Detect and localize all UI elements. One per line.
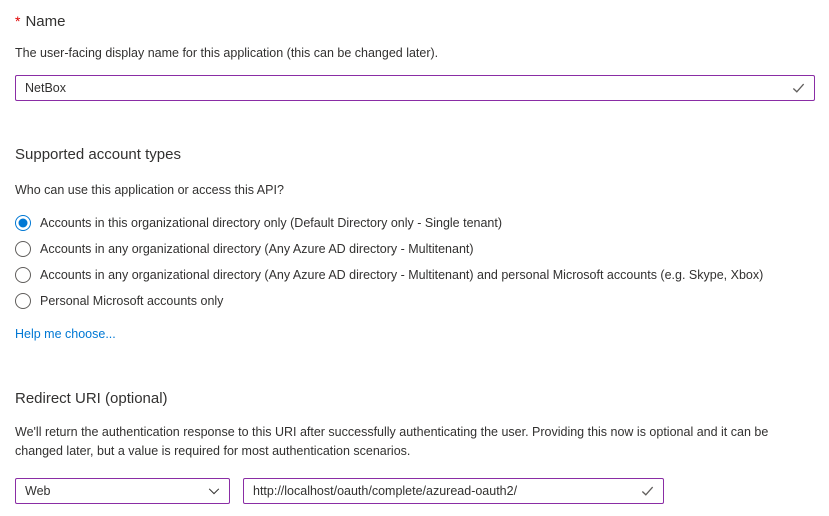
check-icon (640, 484, 655, 499)
required-asterisk: * (15, 13, 21, 29)
radio-button-icon[interactable] (15, 267, 31, 283)
radio-option-single-tenant[interactable] (15, 210, 815, 236)
chevron-down-icon (207, 484, 221, 498)
platform-select-value: Web (25, 484, 51, 498)
redirect-uri-description: We'll return the authentication response to this URI after successfully authenticating the user. Providing this now is optional and it can be changed later, but a value is required for most authentication scenarios. (15, 425, 769, 458)
name-section-label (15, 11, 815, 32)
redirect-uri-row (15, 478, 815, 504)
radio-option-label: Accounts in this organizational directory only (Default Directory only - Single tenant) (40, 216, 503, 230)
name-label: Name (25, 13, 66, 30)
name-input[interactable] (16, 76, 814, 100)
radio-button-icon[interactable] (15, 215, 31, 231)
redirect-uri-heading: Redirect URI (optional) (15, 390, 168, 407)
supported-account-types-heading: Supported account types (15, 146, 181, 163)
platform-select-dropdown[interactable] (15, 478, 230, 504)
account-types-question: Who can use this application or access this API? (15, 183, 284, 197)
radio-option-label: Accounts in any organizational directory (Any Azure AD directory - Multitenant) (40, 242, 474, 256)
name-input-container (15, 75, 815, 101)
help-me-choose-link[interactable]: Help me choose... (15, 327, 116, 341)
name-description: The user-facing display name for this application (this can be changed later). (15, 46, 439, 60)
radio-option-label: Personal Microsoft accounts only (40, 294, 224, 308)
radio-option-label: Accounts in any organizational directory (Any Azure AD directory - Multitenant) and personal Microsoft accounts (e.g. Skype, Xbox) (40, 268, 764, 282)
radio-option-multitenant-personal[interactable] (15, 262, 815, 288)
radio-button-icon[interactable] (15, 293, 31, 309)
redirect-uri-input[interactable] (244, 479, 663, 503)
account-types-radio-group (15, 210, 815, 314)
check-icon (791, 81, 806, 96)
radio-option-personal-only[interactable] (15, 288, 815, 314)
redirect-uri-input-container (243, 478, 664, 504)
radio-option-multitenant[interactable] (15, 236, 815, 262)
radio-button-icon[interactable] (15, 241, 31, 257)
